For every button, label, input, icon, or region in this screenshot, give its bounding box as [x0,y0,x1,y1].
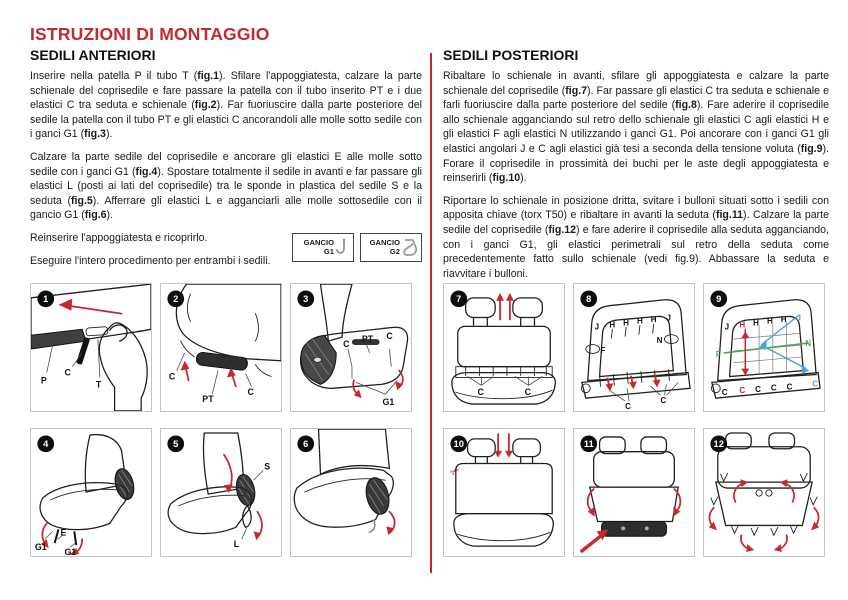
svg-text:8: 8 [586,294,592,305]
label-top-h1-red: H [739,320,746,330]
flap-p [31,329,86,349]
hook-g2-label: GANCIO [369,238,400,248]
scissors-icon: ✂ [446,462,464,480]
arrow-up-2 [506,293,514,301]
label-c2: C [247,387,254,398]
flap-arrow-3 [653,379,661,387]
arrow-bl [746,544,754,552]
arrow-down-1 [494,451,502,458]
backrest [319,429,390,474]
figure-9-illustration [704,284,824,411]
page-title: ISTRUZIONI DI MONTAGGIO [30,24,270,44]
hook-g1-code: G1 [323,246,334,256]
rear-seats-section [443,47,829,290]
label-bottom-c2-red: C [739,386,746,396]
figure-box-10 [443,428,565,557]
label-n: N [656,336,663,346]
figure-number-badge [167,290,184,307]
backrest [594,452,675,487]
label-top-h3: H [636,316,643,326]
figure-2-illustration [161,284,281,411]
backrest-cover [456,463,552,513]
hook-g2-icon [402,237,418,259]
label-l: L [233,539,240,550]
cushion [454,514,553,546]
flap-arrow-2 [629,381,637,389]
arrow-up-left [181,361,190,371]
figure-number-badge [580,290,597,307]
figure-11-illustration [574,429,694,556]
figure-4-illustration [31,429,151,556]
label-g1b: G1 [64,546,77,556]
figure-7-illustration [444,284,564,411]
blue-arrowhead-2 [801,366,809,374]
flap-pt [196,352,248,371]
label-s: S [264,461,271,472]
label-pt: PT [361,334,374,345]
label-top-h2: H [753,318,759,328]
figure-box-9 [703,283,825,412]
label-top-h3: H [766,316,773,326]
bolt-left [621,526,625,530]
hook-legend-g1 [292,233,354,262]
front-seats-heading: SEDILI ANTERIORI [30,47,156,63]
paragraph: Eseguire l'intero procedimento per entrambi i sedili. [30,254,271,267]
label-g1: G1 [382,397,395,408]
hook-g2-code: G2 [389,246,400,256]
headrest-right [513,298,543,318]
flap-arrow-1 [605,383,613,391]
label-top-h4: H [650,314,657,324]
label-p: P [40,375,47,386]
label-top-h2: H [623,318,629,328]
paragraph: Ribaltare lo schienale in avanti, sfilare gli appoggiatesta e calzare la parte schienale del coprisedile (fig.7). Far passare gli elastici C tra seduta e schienale e farli fuoriuscire dalla parte posteriore del sedile (fig.8). Fare aderire il coprisedile allo schienale agganciando sul retro dello schienale gli elastici C agli elastici H e gli elastici F agli elastici N utilizzando i ganci G1. Poi ancorare con i ganci G1 gli elastici angolari J e C agli elastici già tesi a seconda della tensione voluta (fig.9). Forare il coprisedile in prossimità dei buchi per le aste degli appoggiatesta e reinserirli (fig.10). [443,70,829,185]
svg-text:12: 12 [713,439,724,450]
figure-box-8 [573,283,695,412]
label-c1: C [477,387,484,398]
label-c2: C [660,396,667,406]
label-g1a: G1 [34,542,47,553]
figure-6-illustration [291,429,411,556]
arrow-up-1 [496,293,504,301]
label-pt: PT [202,394,214,405]
paragraph: Reinserire l'appoggiatesta e ricoprirlo. [30,232,208,245]
headrest-left [466,298,496,318]
figure-1-illustration [31,284,151,411]
figure-box-11 [573,428,695,557]
arrow-left [68,306,121,314]
figure-box-2 [160,283,282,412]
figure-3-illustration [291,284,411,411]
paragraph: Inserire nella patella P il tubo T (fig.1). Sfilare l'appoggiatesta, calzare la parte schienale del coprisedile e fare passare la patella con il tubo inserito PT e i due elastici C tra seduta e schienale (fig.2). Far fuoriuscire dalla parte posteriore del sedile la patella con il tubo PT e gli elastici C ancorandoli alle molle sotto sedile con i ganci G1 (fig.3). [30,70,423,141]
hook-legend-g2 [360,233,422,262]
figure-number-badge [37,435,54,452]
figure-number-badge [710,435,727,452]
column-divider [430,53,432,573]
figure-box-1 [30,283,152,412]
label-top-h1: H [609,320,616,330]
figure-number-badge [37,290,54,307]
paragraph: Riportare lo schienale in posizione dritta, svitare i bulloni situati sotto i sedili con apposita chiave (torx T50) e ribaltare in avanti la seduta (fig.11). Calzare la parte sedile del coprisedile (fig.12) e fare aderire il coprisedile alla seduta agganciando, con i ganci G1, gli elastici perimetrali sul retro della seduta come precedentemente fatto sullo schienale (vedi fig.9). Abbassare la seduta e riavvitare i bulloni. [443,194,829,280]
seat-base [602,522,667,537]
rear-seats-text [443,69,829,282]
figure-box-6 [290,428,412,557]
svg-text:4: 4 [43,439,49,450]
bolt-right [645,526,649,530]
svg-text:3: 3 [303,294,309,305]
hook-g1-icon [336,237,350,259]
figure-box-7 [443,283,565,412]
figure-number-badge [450,290,467,307]
figure-12-illustration [704,429,824,556]
backrest-cover [458,326,550,366]
svg-text:6: 6 [303,439,309,450]
label-n-green: N [805,339,812,349]
svg-text:9: 9 [716,294,722,305]
figure-number-badge [450,435,467,452]
svg-text:1: 1 [43,294,49,305]
figure-box-12 [703,428,825,557]
flipped-seat [590,487,679,521]
label-c1: C [343,339,350,350]
figure-number-badge [167,435,184,452]
figure-number-badge [580,435,597,452]
arrow-tl [740,479,748,487]
arrow-tr [780,479,788,487]
headrest-right [513,439,541,457]
figure-box-4 [30,428,152,557]
arrow-down-2 [505,451,513,458]
label-c-corner-blue: C [812,379,819,389]
label-bottom-c3: C [755,385,761,395]
red-arrowhead-top [741,331,749,338]
figure-8-illustration [574,284,694,411]
hole-left [756,490,762,496]
label-c2: C [386,331,393,342]
loop-f [586,345,600,354]
label-e: E [60,527,67,538]
tube-t [86,327,108,336]
label-bottom-c4: C [770,383,777,393]
label-bottom-c1: C [721,388,728,398]
figure-number-badge [297,435,314,452]
label-c1: C [168,371,176,382]
label-top-j2-blue: J [796,313,801,323]
label-t: T [95,379,102,390]
label-c2: C [524,387,532,398]
arrow-br [774,544,782,552]
bottom-flap [712,373,820,399]
label-top-j1: J [594,322,600,332]
headrest-left [468,439,496,457]
seat-corner [176,284,281,361]
svg-text:5: 5 [173,439,179,450]
figure-5-illustration [161,429,281,556]
rear-seats-heading: SEDILI POSTERIORI [443,47,579,63]
paragraph: Calzare la parte sedile del coprisedile e ancorare gli elastici E alle molle sotto sedile con i ganci G1 (fig.4). Spostare totalmente il sedile in avanti e far passare gli elastici L (posti ai lati del coprisedile) tra le sponde in plastica del sedile S e la seduta (fig.5). Afferrare gli elastici L e agganciarli alle molle sottosedile con il gancio G1 (fig.6). [30,151,422,222]
hook-g1-label: GANCIO [303,238,334,248]
bottom-flap [582,373,690,399]
hole-right [766,490,772,496]
label-f: F [600,345,606,355]
label-top-j1: J [724,322,730,332]
label-f-green: F [715,349,721,359]
arrow-left-head [59,299,73,311]
label-c: C [64,367,71,378]
figure-number-badge [297,290,314,307]
label-top-j2: J [666,313,671,323]
figure-box-3 [290,283,412,412]
label-top-h4: H [780,314,787,324]
label-bottom-c5: C [786,382,793,392]
svg-text:11: 11 [583,439,594,450]
figure-box-5 [160,428,282,557]
figure-10-illustration [444,429,564,556]
label-c1: C [625,401,631,411]
svg-text:2: 2 [173,294,179,305]
svg-text:7: 7 [456,294,462,305]
figure-number-badge [710,290,727,307]
svg-text:10: 10 [453,439,464,450]
